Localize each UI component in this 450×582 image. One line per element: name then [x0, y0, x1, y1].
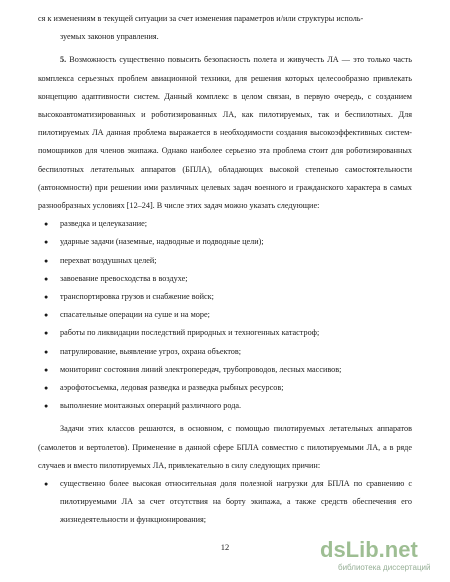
page-number: 12	[220, 542, 230, 552]
list-item: ● работы по ликвидации последствий природных и техногенных катастроф;	[38, 324, 412, 342]
list-item: ● мониторинг состояния линий электропередач, трубопроводов, лесных массивов;	[38, 361, 412, 379]
list-item: ● спасательные операции на суше и на море;	[38, 306, 412, 324]
list-item: ● перехват воздушных целей;	[38, 252, 412, 270]
svg-text:dsLib.net: dsLib.net	[320, 537, 418, 562]
watermark	[318, 536, 448, 580]
watermark-subtitle: библиотека диссертаций	[338, 563, 431, 572]
list-item: ● ударные задачи (наземные, надводные и подводные цели);	[38, 233, 412, 251]
task-list	[38, 215, 412, 415]
list-item: ● аэрофотосъемка, ледовая разведка и разведка рыбных ресурсов;	[38, 379, 412, 397]
list-item: ● разведка и целеуказание;	[38, 215, 412, 233]
list-item: ● транспортировка грузов и снабжение войск;	[38, 288, 412, 306]
paragraph-5	[38, 51, 412, 215]
paragraph-number: 5.	[60, 55, 67, 65]
list-item: ● выполнение монтажных операций различного рода.	[38, 397, 412, 415]
list-item: ● завоевание превосходства в воздухе;	[38, 270, 412, 288]
paragraph-text: Возможность существенно повысить безопасность полета и живучесть ЛА — это только часть комплекса серьезных проблем авиационной техники, для решения которых целесообразно привлекать концепцию адаптивности систем. Данный комплекс в целом связан, в первую очередь, с созданием высокоавтоматизированных и роботизированных ЛА, как пилотируемых, так и беспилотных. Для пилотируемых ЛА данная проблема выражается в необходимости создания высокоэффективных систем-помощников для членов экипажа. Однако наиболее серьезно эта проблема стоит для роботизированных беспилотных летательных аппаратов (БПЛА), обладающих высокой степенью самостоятельности (автономности) при решении ими различных целевых задач военного и гражданского характера в самых разнообразных условиях [12–24]. В числе этих задач можно указать следующие:	[38, 55, 412, 211]
reason-list	[38, 475, 412, 530]
list-item: ● патрулирование, выявление угроз, охрана объектов;	[38, 343, 412, 361]
document-body	[38, 10, 412, 530]
list-item: ● существенно более высокая относительная доля полезной нагрузки для БПЛА по сравнению с пилотируемыми ЛА за счет отсутствия на борту экипажа, а также средств обеспечения его жизнедеятельности и функционирования;	[38, 475, 412, 530]
dslib-logo	[318, 536, 448, 562]
text-line: ся к изменениям в текущей ситуации за счет изменения параметров и/или структуры исполь-	[38, 14, 364, 23]
paragraph-after-list: Задачи этих классов решаются, в основном, с помощью пилотируемых летательных аппаратов (самолетов и вертолетов). Применение в данной сфере БПЛА совместно с пилотируемыми ЛА, а в ряде случаев и вместо пилотируемых ЛА, привлекательно в силу следующих причин:	[38, 424, 412, 470]
text-line: зуемых законов управления.	[60, 32, 159, 42]
